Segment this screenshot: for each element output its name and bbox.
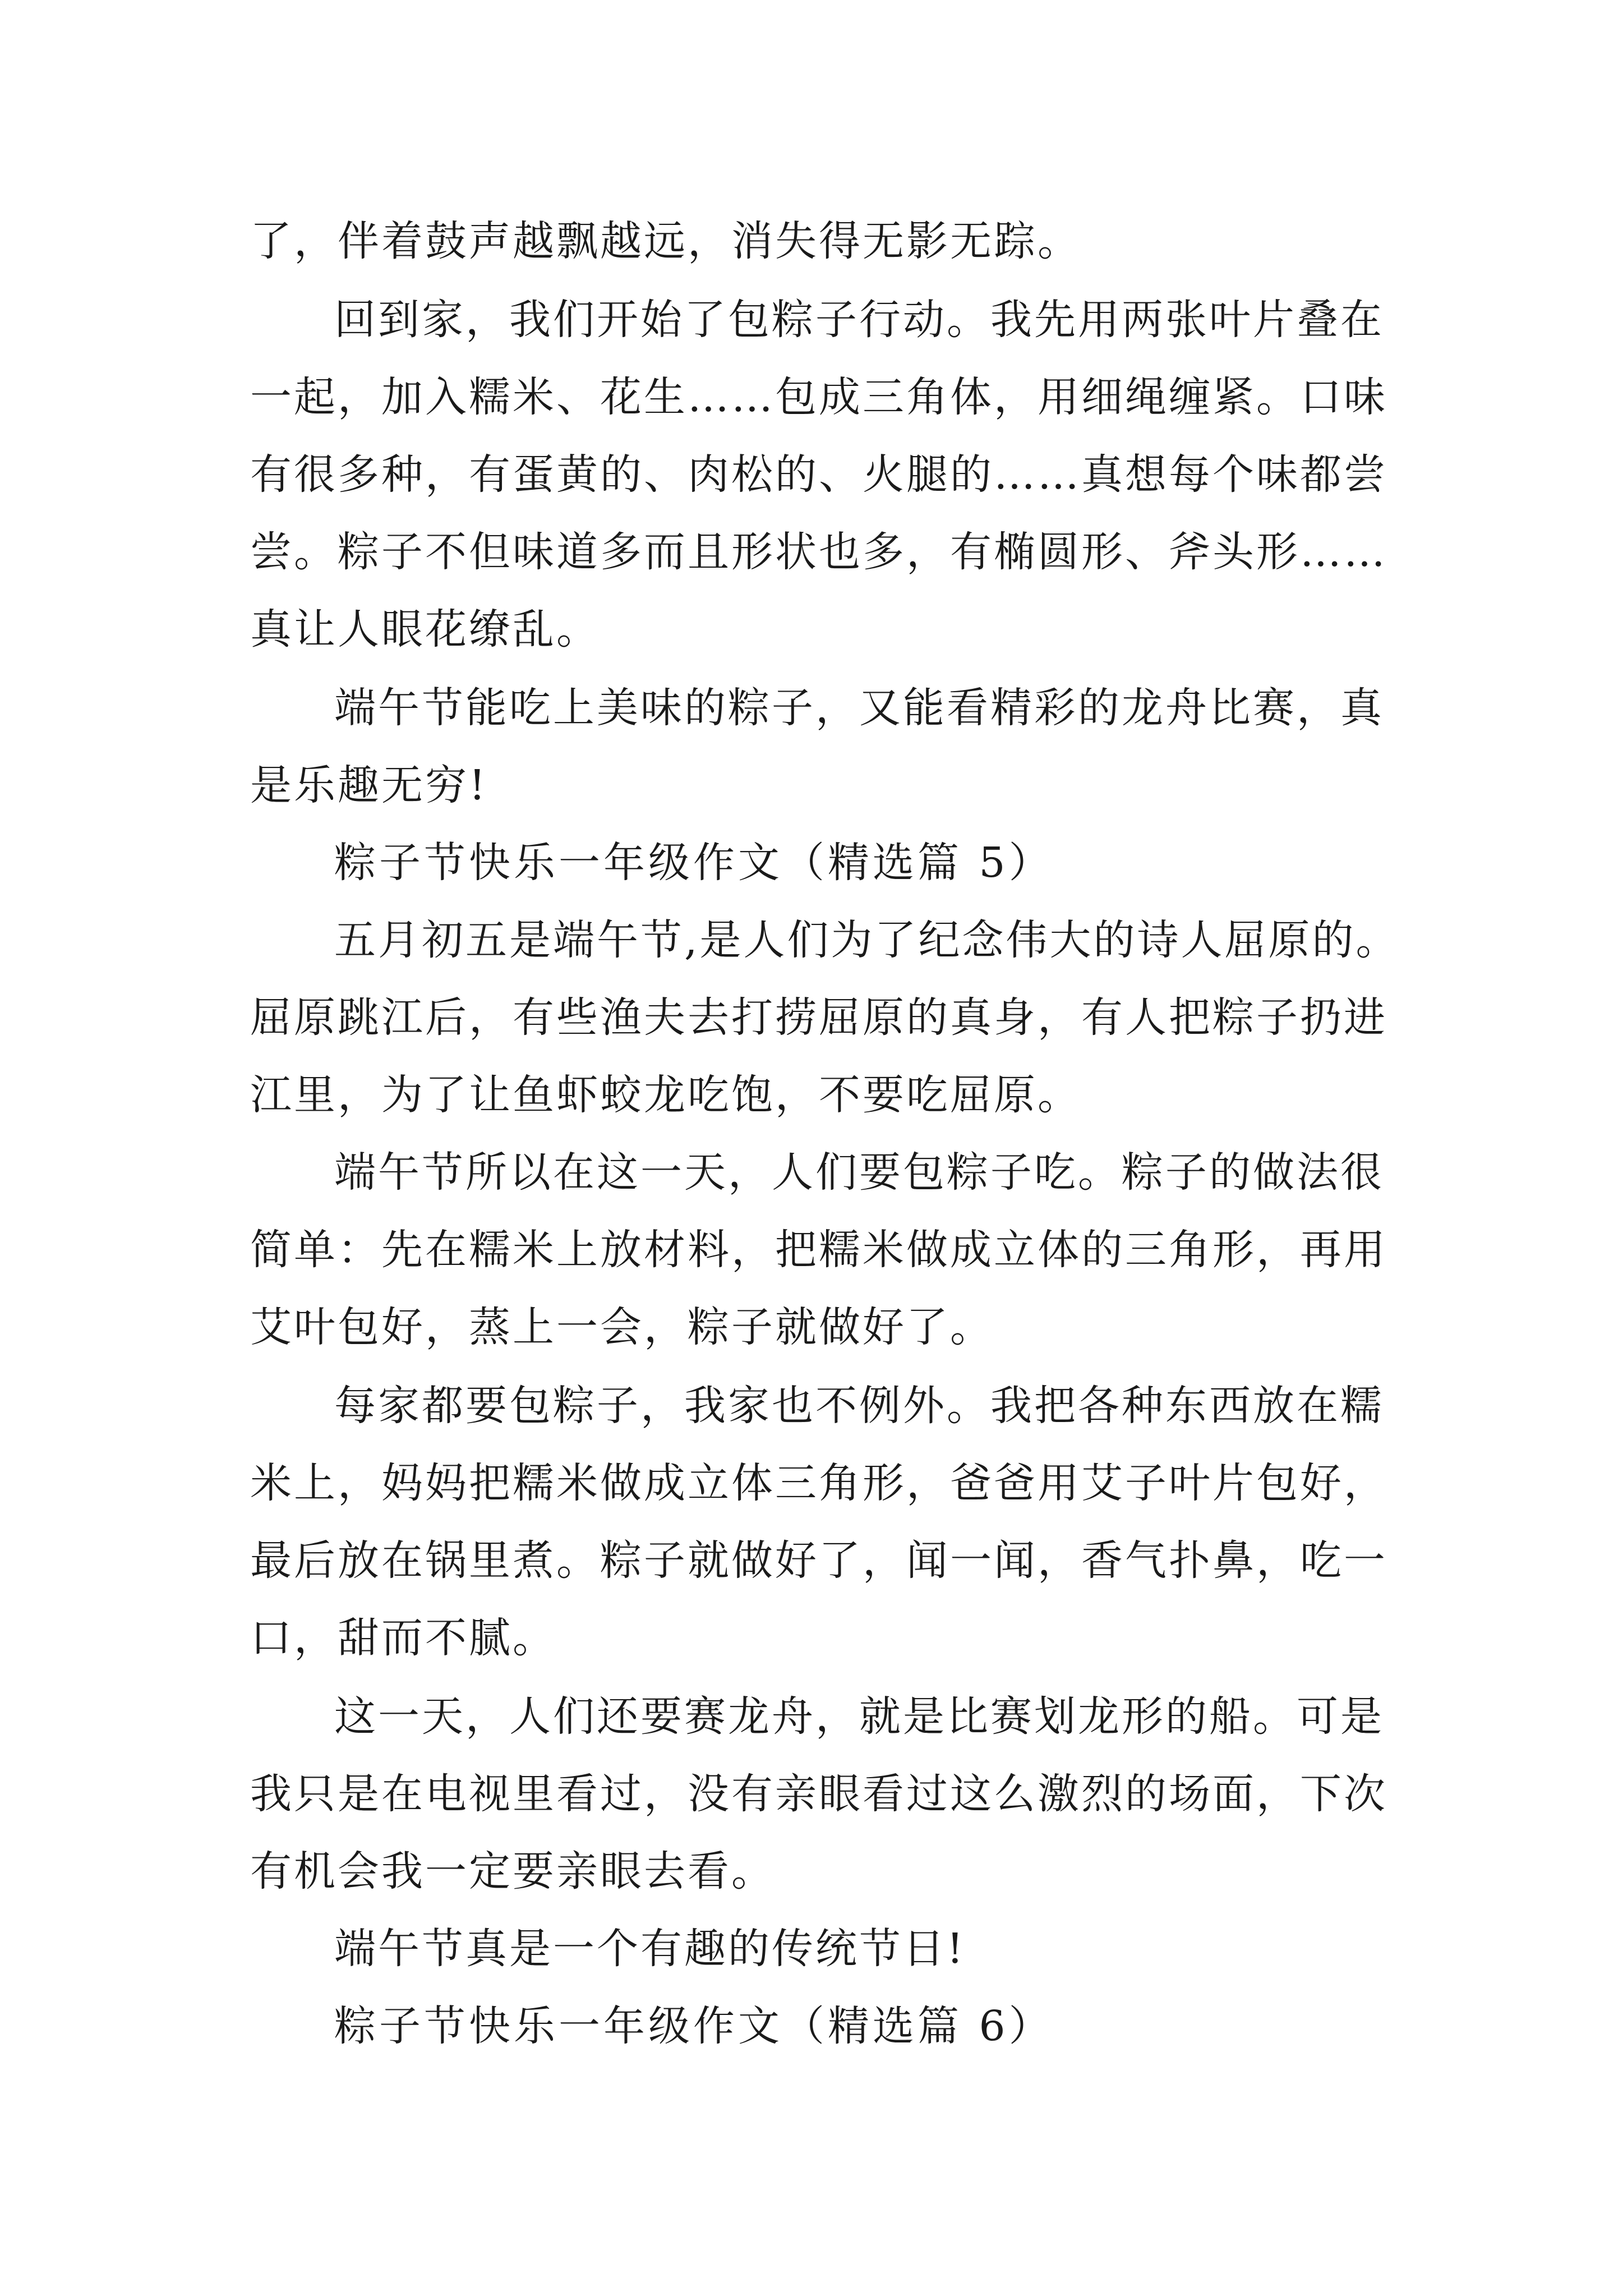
text-line: 江里，为了让鱼虾蛟龙吃饱，不要吃屈原。 — [250, 1071, 1081, 1119]
text-line: 口，甜而不腻。 — [250, 1614, 556, 1662]
paragraph-first-line: 这一天，人们还要赛龙舟，就是比赛划龙形的船。可是 — [334, 1692, 1384, 1741]
text-line: 简单：先在糯米上放材料，把糯米做成立体的三角形，再用 — [250, 1226, 1387, 1274]
text-line: 了，伴着鼓声越飘越远，消失得无影无踪。 — [250, 217, 1081, 265]
paragraph-first-line: 回到家，我们开始了包粽子行动。我先用两张叶片叠在 — [334, 296, 1384, 344]
section-title: 粽子节快乐一年级作文（精选篇 5） — [334, 839, 1054, 887]
text-line: 尝。粽子不但味道多而且形状也多，有椭圆形、斧头形…… — [250, 528, 1387, 576]
paragraph-first-line: 端午节真是一个有趣的传统节日! — [334, 1925, 966, 1973]
text-line: 我只是在电视里看过，没有亲眼看过这么激烈的场面，下次 — [250, 1770, 1387, 1818]
paragraph-first-line: 端午节能吃上美味的粽子，又能看精彩的龙舟比赛，真 — [334, 684, 1384, 732]
paragraph-first-line: 五月初五是端午节,是人们为了纪念伟大的诗人屈原的。 — [334, 916, 1400, 964]
paragraph-first-line: 每家都要包粽子，我家也不例外。我把各种东西放在糯 — [334, 1382, 1384, 1430]
text-line: 有很多种，有蛋黄的、肉松的、火腿的……真想每个味都尝 — [250, 450, 1387, 499]
text-line: 艾叶包好，蒸上一会，粽子就做好了。 — [250, 1303, 994, 1351]
text-line: 最后放在锅里煮。粽子就做好了，闻一闻，香气扑鼻，吃一 — [250, 1536, 1387, 1585]
text-line: 有机会我一定要亲眼去看。 — [250, 1847, 775, 1895]
section-title: 粽子节快乐一年级作文（精选篇 6） — [334, 2002, 1054, 2050]
paragraph-first-line: 端午节所以在这一天，人们要包粽子吃。粽子的做法很 — [334, 1148, 1384, 1197]
text-line: 真让人眼花缭乱。 — [250, 605, 600, 654]
text-line: 米上，妈妈把糯米做成立体三角形，爸爸用艾子叶片包好， — [250, 1459, 1387, 1507]
text-line: 屈原跳江后，有些渔夫去打捞屈原的真身，有人把粽子扔进 — [250, 993, 1387, 1042]
text-line: 是乐趣无穷! — [250, 761, 488, 809]
text-line: 一起，加入糯米、花生……包成三角体，用细绳缠紧。口味 — [250, 373, 1387, 421]
